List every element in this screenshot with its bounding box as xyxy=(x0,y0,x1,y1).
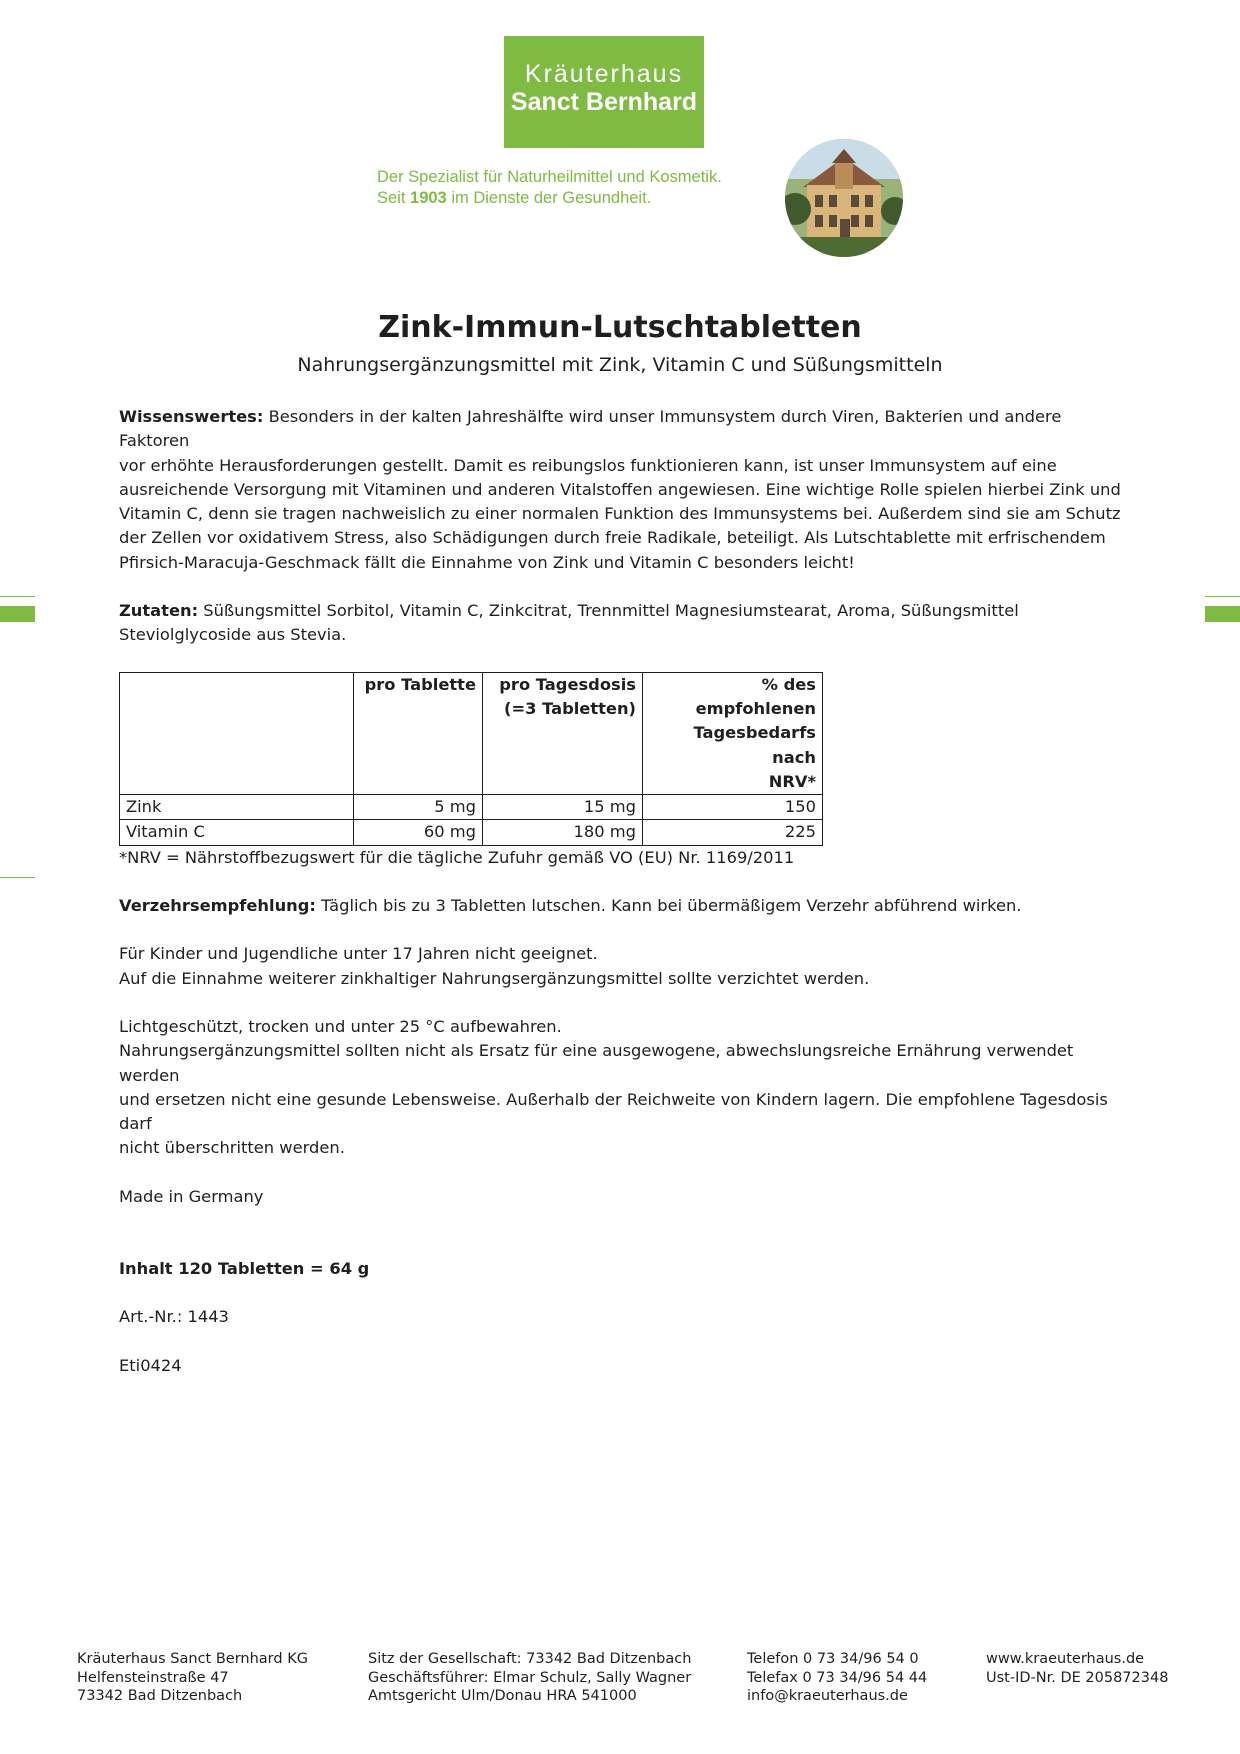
footer-website-link[interactable]: www.kraeuterhaus.de xyxy=(986,1651,1145,1667)
wissenswertes-line-1 xyxy=(119,405,1129,454)
table-row xyxy=(120,820,823,845)
verzehr-line xyxy=(119,894,1129,918)
table-cell-per-tablet: 5 mg xyxy=(354,795,483,820)
table-cell-name: Vitamin C xyxy=(120,820,354,845)
tagline-line-2 xyxy=(377,188,722,209)
footer-legal xyxy=(368,1650,691,1706)
footer-contact xyxy=(747,1650,927,1706)
wissenswertes-line-2: vor erhöhte Herausforderungen gestellt. Damit es reibungslos funktionieren kann, ist unser Immunsystem auf eine xyxy=(119,455,1057,475)
header-text: (=3 Tabletten) xyxy=(504,698,636,718)
table-header-per-day xyxy=(483,672,643,794)
logo-line-1: Kräuterhaus xyxy=(524,60,684,88)
header-text: pro Tablette xyxy=(364,674,476,694)
zutaten-text-1: Süßungsmittel Sorbitol, Vitamin C, Zinkcitrat, Trennmittel Magnesiumstearat, Aroma, Süßungsmittel xyxy=(198,601,1019,621)
warning-line-2: Auf die Einnahme weiterer zinkhaltiger Nahrungsergänzungsmittel sollte verzichtet werden. xyxy=(119,968,870,988)
footer-fax: Telefax 0 73 34/96 54 44 xyxy=(747,1669,928,1686)
wissenswertes-line-4: Vitamin C, denn sie tragen nachweislich zu einer normalen Funktion des Immunsystems bei. Außerdem sind sie am Schutz xyxy=(119,504,1121,524)
made-in: Made in Germany xyxy=(119,1186,264,1206)
building-illustration xyxy=(785,139,903,257)
table-cell-name: Zink xyxy=(120,795,354,820)
table-cell-per-day: 15 mg xyxy=(483,795,643,820)
footer-company-name: Kräuterhaus Sanct Bernhard KG xyxy=(77,1651,308,1667)
inhalt: Inhalt 120 Tabletten = 64 g xyxy=(119,1259,370,1279)
zutaten-line-2: Steviolglycoside aus Stevia. xyxy=(119,625,347,645)
brand-logo xyxy=(504,36,704,148)
label-body xyxy=(119,405,1129,1378)
header-text: % des empfohlenen xyxy=(695,674,816,718)
header-text: Tagesbedarfs nach xyxy=(693,723,816,767)
wissenswertes-line-3: ausreichende Versorgung mit Vitaminen und anderen Vitalstoffen angewiesen. Eine wichtige Rolle spielen hierbei Zink und xyxy=(119,479,1121,499)
tagline-post: im Dienste der Gesundheit. xyxy=(446,189,652,207)
warning-line-1: Für Kinder und Jugendliche unter 17 Jahren nicht geeignet. xyxy=(119,944,598,964)
table-row xyxy=(120,795,823,820)
footer-seat: Sitz der Gesellschaft: 73342 Bad Ditzenbach xyxy=(368,1651,692,1667)
footer-email-link[interactable]: info@kraeuterhaus.de xyxy=(747,1688,908,1704)
footer-register: Amtsgericht Ulm/Donau HRA 541000 xyxy=(368,1688,637,1704)
logo-line-2: Sanct Bernhard xyxy=(510,88,698,116)
side-mark-line-left-bottom xyxy=(0,877,35,878)
nrv-footnote: *NRV = Nährstoffbezugswert für die tägliche Zufuhr gemäß VO (EU) Nr. 1169/2011 xyxy=(119,847,795,867)
art-nr: Art.-Nr.: 1443 xyxy=(119,1307,229,1327)
wissenswertes-text-1: Besonders in der kalten Jahreshälfte wird unser Immunsystem durch Viren, Bakterien und andere Faktoren xyxy=(119,407,1062,451)
footer-phone: Telefon 0 73 34/96 54 0 xyxy=(747,1651,919,1667)
table-cell-nrv: 225 xyxy=(643,820,823,845)
product-title: Zink-Immun-Lutschtabletten xyxy=(378,310,862,345)
footer-web xyxy=(986,1650,1168,1687)
table-cell-nrv: 150 xyxy=(643,795,823,820)
side-mark-line-left-top xyxy=(0,596,35,597)
side-mark-right xyxy=(1205,606,1240,622)
wissenswertes-label: Wissenswertes: xyxy=(119,407,264,426)
wissenswertes-line-6: Pfirsich-Maracuja-Geschmack fällt die Einnahme von Zink und Vitamin C besonders leicht! xyxy=(119,552,855,572)
wissenswertes-line-5: der Zellen vor oxidativem Stress, also Schädigungen durch freie Radikale, beteiligt. Als Lutschtablette mit erfrischendem xyxy=(119,528,1106,548)
storage-line-2: Nahrungsergänzungsmittel sollten nicht als Ersatz für eine ausgewogene, abwechslungsreiche Ernährung verwendet werden xyxy=(119,1041,1074,1085)
table-header-per-tablet xyxy=(354,672,483,794)
tagline-pre: Seit xyxy=(377,189,411,207)
verzehr-label: Verzehrsempfehlung: xyxy=(119,896,316,916)
tagline xyxy=(377,167,722,209)
product-subtitle: Nahrungsergänzungsmittel mit Zink, Vitamin C und Süßungsmitteln xyxy=(297,354,943,376)
tagline-line-1: Der Spezialist für Naturheilmittel und Kosmetik. xyxy=(377,168,722,186)
nutrition-table xyxy=(119,672,823,846)
footer-company xyxy=(77,1650,308,1706)
table-header-nrv xyxy=(643,672,823,794)
side-mark-line-right-top xyxy=(1205,596,1240,597)
header-text: NRV* xyxy=(768,771,816,791)
header-text: pro Tagesdosis xyxy=(499,674,636,694)
table-header-empty xyxy=(120,672,354,794)
storage-line-4: nicht überschritten werden. xyxy=(119,1138,345,1158)
verzehr-text: Täglich bis zu 3 Tabletten lutschen. Kann bei übermäßigem Verzehr abführend wirken. xyxy=(315,896,1022,916)
table-cell-per-day: 180 mg xyxy=(483,820,643,845)
footer-vat-id: Ust-ID-Nr. DE 205872348 xyxy=(986,1669,1169,1686)
building-photo xyxy=(785,139,903,257)
footer-managers: Geschäftsführer: Elmar Schulz, Sally Wagner xyxy=(368,1669,692,1686)
footer-city: 73342 Bad Ditzenbach xyxy=(77,1688,243,1704)
zutaten-label: Zutaten: xyxy=(119,601,199,621)
storage-line-3: und ersetzen nicht eine gesunde Lebensweise. Außerhalb der Reichweite von Kindern lagern. Die empfohlene Tagesdosis darf xyxy=(119,1089,1108,1134)
storage-line-1: Lichtgeschützt, trocken und unter 25 °C aufbewahren. xyxy=(119,1016,562,1036)
table-header-row xyxy=(120,672,823,794)
zutaten-line-1 xyxy=(119,599,1129,623)
side-mark-left xyxy=(0,606,35,622)
footer-street: Helfensteinstraße 47 xyxy=(77,1669,229,1686)
table-cell-per-tablet: 60 mg xyxy=(354,820,483,845)
tagline-year: 1903 xyxy=(410,189,447,207)
eti-code: Eti0424 xyxy=(119,1355,182,1375)
